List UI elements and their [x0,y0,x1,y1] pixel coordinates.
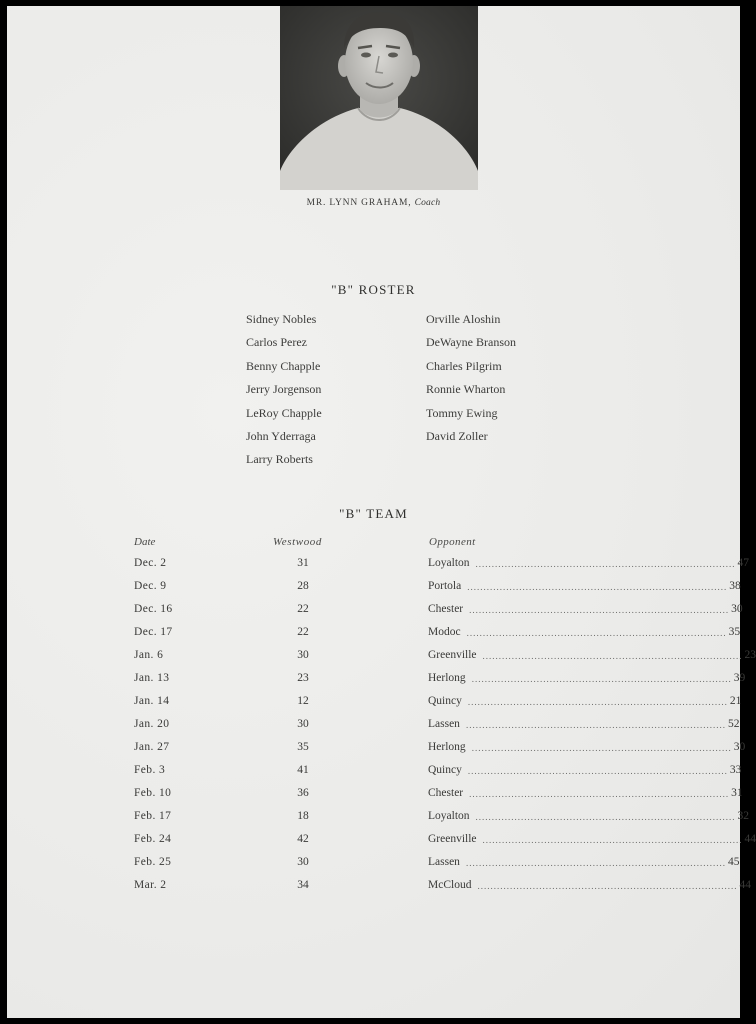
opponent-name: Lassen [428,718,460,730]
game-date: Mar. 2 [134,879,167,891]
game-row [7,783,743,806]
schedule-table [7,553,756,898]
date-column-header: Date [134,536,156,548]
opponent-score: 47 [737,557,750,569]
game-date: Feb. 24 [134,833,172,845]
game-row [7,829,756,852]
opponent-name: Loyalton [428,557,470,569]
game-date: Jan. 6 [134,649,164,661]
opponent-score: 33 [729,764,742,776]
dot-leader: ................................................................................ [465,858,726,868]
opponent-cell [428,672,746,686]
dot-leader: ................................................................................ [467,582,728,592]
game-row [7,714,740,737]
opponent-score: 21 [729,695,742,707]
opponent-name: Loyalton [428,810,470,822]
opponent-cell [428,810,750,824]
opponent-score: 31 [731,787,743,799]
opponent-cell [428,626,741,640]
game-row [7,599,743,622]
westwood-score: 22 [297,603,309,615]
game-date: Dec. 2 [134,557,167,569]
game-row [7,875,751,898]
roster-left-column [246,308,322,472]
opponent-name: Chester [428,787,464,799]
opponent-score: 52 [727,718,740,730]
game-row [7,737,746,760]
roster-player: Orville Aloshin [426,312,501,326]
roster-heading: "B" ROSTER [331,282,416,297]
roster-player: Benny Chapple [246,358,321,373]
opponent-score: 44 [739,879,751,891]
game-row [7,852,740,875]
opponent-cell [428,580,741,594]
westwood-score: 22 [297,626,309,638]
roster-player: John Yderraga [246,428,316,443]
opponent-name: Greenville [428,649,477,661]
opponent-score: 39 [733,672,746,684]
opponent-name: Herlong [428,672,466,684]
dot-leader: ................................................................................ [471,674,732,684]
roster-player: Larry Roberts [246,452,313,467]
westwood-score: 18 [297,810,309,822]
opponent-name: Herlong [428,741,466,753]
westwood-score: 28 [297,580,309,592]
game-date: Jan. 27 [134,741,170,753]
westwood-score: 30 [297,718,309,730]
roster-player: DeWayne Branson [426,335,517,350]
coach-title: Coach [414,198,441,208]
game-date: Feb. 17 [134,810,172,822]
westwood-score: 42 [297,833,309,845]
opponent-cell [428,603,743,617]
opponent-score: 44 [744,833,756,845]
yearbook-page [7,6,756,1018]
opponent-cell [428,718,740,732]
opponent-name: McCloud [428,879,472,891]
dot-leader: ................................................................................ [469,605,730,615]
westwood-score: 41 [297,764,309,776]
game-date: Dec. 16 [134,603,173,615]
opponent-cell [428,557,750,571]
coach-caption [7,198,740,208]
coach-name: MR. LYNN GRAHAM, [306,198,412,208]
game-date: Dec. 9 [134,580,167,592]
roster-player: Carlos Perez [246,335,307,350]
dot-leader: ................................................................................ [482,835,743,845]
game-date: Jan. 13 [134,672,170,684]
opponent-cell [428,695,742,709]
opponent-score: 35 [728,626,741,638]
opponent-name: Portola [428,580,462,592]
opponent-name: Greenville [428,833,477,845]
game-row [7,576,740,599]
opponent-score: 30 [733,741,746,753]
westwood-column-header: Westwood [273,536,323,548]
opponent-cell [428,649,756,663]
westwood-score: 31 [297,557,309,569]
opponent-column-header: Opponent [429,536,476,548]
dot-leader: ................................................................................ [477,881,738,891]
roster-player: Sidney Nobles [246,312,317,326]
dot-leader: ................................................................................ [465,720,726,730]
game-row [7,622,740,645]
dot-leader: ................................................................................ [482,651,743,661]
roster-player: Tommy Ewing [426,405,498,420]
opponent-name: Lassen [428,856,460,868]
dot-leader: ................................................................................ [467,697,728,707]
opponent-name: Chester [428,603,464,615]
westwood-score: 23 [297,672,309,684]
roster-player: David Zoller [426,428,488,443]
opponent-cell [428,833,756,847]
dot-leader: ................................................................................ [471,743,732,753]
roster-player: Jerry Jorgenson [246,382,322,397]
opponent-score: 38 [729,580,741,592]
game-row [7,760,740,783]
opponent-score: 32 [737,810,750,822]
opponent-name: Modoc [428,626,461,638]
game-date: Feb. 3 [134,764,166,776]
dot-leader: ................................................................................ [467,766,728,776]
westwood-score: 34 [297,879,309,891]
westwood-score: 30 [297,649,309,661]
opponent-name: Quincy [428,695,462,707]
opponent-name: Quincy [428,764,462,776]
opponent-score: 23 [744,649,756,661]
dot-leader: ................................................................................ [466,628,727,638]
game-row [7,806,750,829]
game-date: Jan. 20 [134,718,170,730]
dot-leader: ................................................................................ [475,559,736,569]
roster-player: Charles Pilgrim [426,358,502,373]
opponent-cell [428,764,742,778]
opponent-cell [428,856,740,870]
opponent-cell [428,741,746,755]
opponent-score: 45 [727,856,740,868]
game-row [7,553,750,576]
coach-portrait-image [280,6,478,190]
opponent-cell [428,879,751,893]
game-row [7,645,756,668]
westwood-score: 30 [297,856,309,868]
opponent-score: 30 [731,603,743,615]
opponent-cell [428,787,743,801]
game-date: Jan. 14 [134,695,170,707]
coach-photo [280,6,478,190]
roster-player: LeRoy Chapple [246,405,322,420]
game-date: Feb. 10 [134,787,172,799]
dot-leader: ................................................................................ [469,789,730,799]
westwood-score: 36 [297,787,309,799]
game-date: Feb. 25 [134,856,172,868]
game-row [7,691,740,714]
roster-player: Ronnie Wharton [426,382,506,397]
roster-right-column [426,308,516,448]
dot-leader: ................................................................................ [475,812,736,822]
westwood-score: 35 [297,741,309,753]
game-date: Dec. 17 [134,626,173,638]
team-heading: "B" TEAM [339,506,408,521]
westwood-score: 12 [297,695,309,707]
game-row [7,668,746,691]
